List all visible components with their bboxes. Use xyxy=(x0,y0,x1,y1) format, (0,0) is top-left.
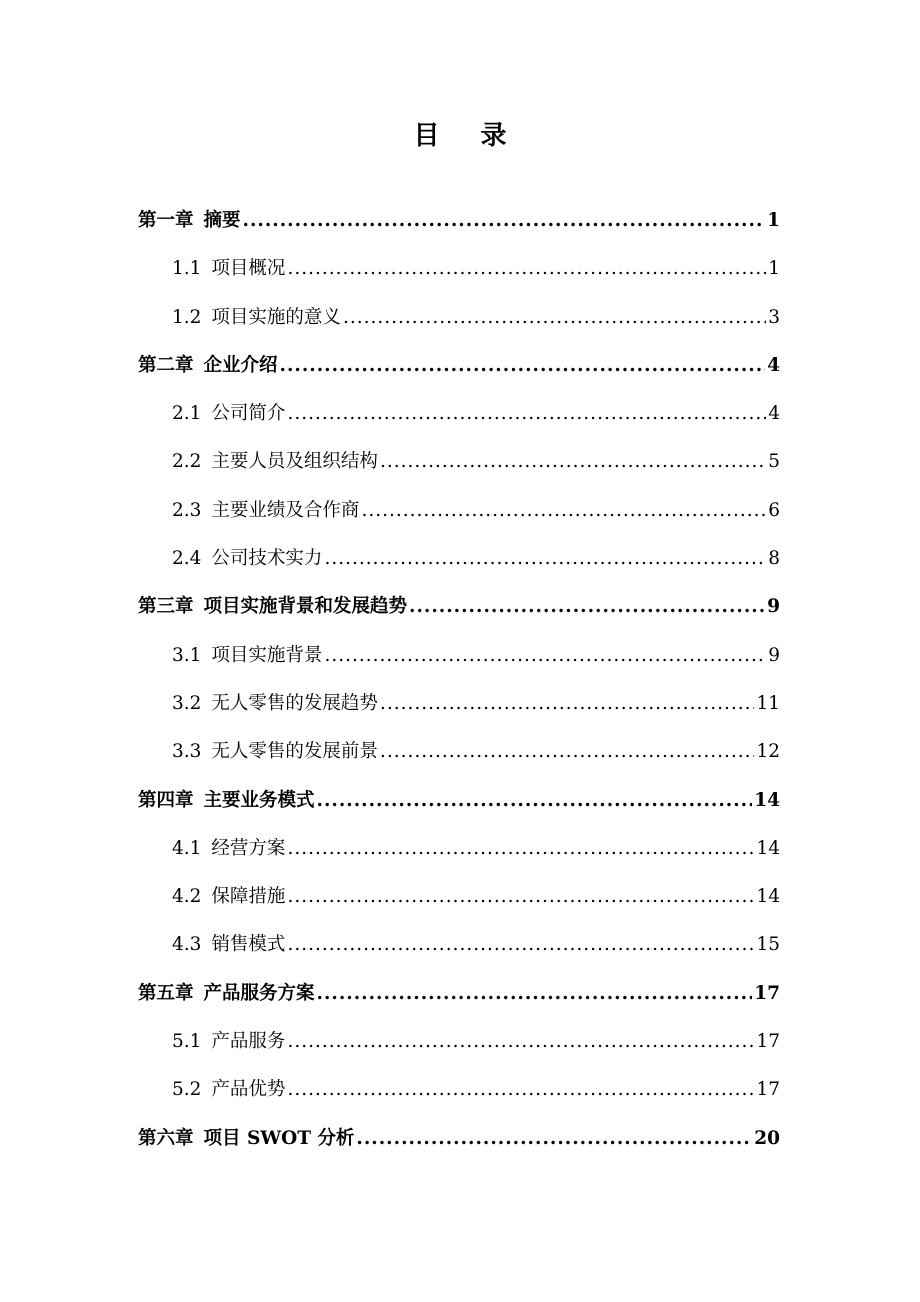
toc-section-entry[interactable] xyxy=(138,921,780,969)
toc-entry-label xyxy=(172,680,378,728)
toc-section-entry[interactable] xyxy=(138,535,780,583)
dot-leader xyxy=(287,825,754,873)
toc-section-entry[interactable] xyxy=(138,1066,780,1114)
toc-entry-number: 2.1 xyxy=(172,403,202,425)
toc-entry-label xyxy=(172,728,378,776)
toc-entry-title: 项目概况 xyxy=(211,258,286,280)
dot-leader xyxy=(280,342,766,390)
toc-entry-number: 3.3 xyxy=(172,741,202,763)
toc-entry-label xyxy=(172,245,285,293)
toc-entry-label xyxy=(138,583,407,631)
toc-page-number: 3 xyxy=(768,306,780,328)
toc-entry-number: 2.3 xyxy=(172,499,202,521)
toc-chapter-entry[interactable] xyxy=(138,1115,780,1163)
dot-leader xyxy=(287,390,766,438)
toc-section-entry[interactable] xyxy=(138,632,780,680)
toc-entry-title: 企业介绍 xyxy=(203,354,278,376)
toc-section-entry[interactable] xyxy=(138,873,780,921)
toc-entry-label xyxy=(172,535,322,583)
toc-section-entry[interactable] xyxy=(138,680,780,728)
dot-leader xyxy=(380,728,755,776)
toc-chapter-entry[interactable] xyxy=(138,970,780,1018)
toc-entry-number: 2.4 xyxy=(172,548,202,570)
toc-entry-title: 产品优势 xyxy=(211,1079,286,1101)
toc-entry-title: 产品服务方案 xyxy=(203,982,315,1004)
page-title: 目 录 xyxy=(413,121,523,151)
toc-entry-title: 无人零售的发展前景 xyxy=(211,741,378,763)
toc-page-number: 14 xyxy=(754,789,780,811)
toc-entry-number: 第四章 xyxy=(138,789,194,811)
toc-page-number: 15 xyxy=(756,934,780,956)
toc-page-number: 9 xyxy=(767,596,780,618)
toc-entry-number: 4.2 xyxy=(172,886,202,908)
dot-leader xyxy=(409,583,765,631)
toc-entry-title: 产品服务 xyxy=(211,1031,286,1053)
toc-page-number: 1 xyxy=(768,258,780,280)
dot-leader xyxy=(287,921,754,969)
toc-entry-number: 1.2 xyxy=(172,306,202,328)
toc-entry-number: 第五章 xyxy=(138,982,194,1004)
toc-entry-title: 公司技术实力 xyxy=(211,548,323,570)
toc-entry-label xyxy=(172,1018,285,1066)
toc-page-number: 4 xyxy=(768,403,780,425)
toc-entry-title: 无人零售的发展趋势 xyxy=(211,692,378,714)
toc-page-number: 17 xyxy=(756,1031,780,1053)
toc-entry-label xyxy=(172,294,341,342)
toc-entry-label xyxy=(172,632,322,680)
toc-section-entry[interactable] xyxy=(138,487,780,535)
toc-page-number: 14 xyxy=(756,886,780,908)
dot-leader xyxy=(243,197,766,245)
dot-leader xyxy=(343,294,766,342)
dot-leader xyxy=(287,1018,754,1066)
toc-entry-label xyxy=(172,921,285,969)
toc-section-entry[interactable] xyxy=(138,390,780,438)
toc-entry-title: 主要业务模式 xyxy=(203,789,315,811)
toc-entry-title: 经营方案 xyxy=(211,837,286,859)
toc-entry-number: 3.1 xyxy=(172,644,202,666)
dot-leader xyxy=(317,970,753,1018)
toc-entry-label xyxy=(172,487,359,535)
toc-entry-number: 5.1 xyxy=(172,1031,202,1053)
toc-entry-label xyxy=(172,390,285,438)
toc-page-number: 17 xyxy=(756,1079,780,1101)
toc-entry-title: 项目实施背景 xyxy=(211,644,323,666)
toc-entry-label xyxy=(172,825,285,873)
toc-entry-number: 第一章 xyxy=(138,210,194,231)
toc-page-number: 14 xyxy=(756,837,780,859)
dot-leader xyxy=(317,777,753,825)
toc-entry-number: 4.1 xyxy=(172,837,202,859)
toc-entry-label xyxy=(138,342,278,390)
toc-section-entry[interactable] xyxy=(138,825,780,873)
toc-entry-number: 2.2 xyxy=(172,451,202,473)
toc-entry-title: 项目实施的意义 xyxy=(211,306,341,328)
toc-entry-title: 销售模式 xyxy=(211,934,286,956)
toc-entry-label xyxy=(172,1066,285,1114)
toc-entry-label xyxy=(172,438,378,486)
toc-entry-number: 1.1 xyxy=(172,258,202,280)
toc-page-number: 8 xyxy=(768,548,780,570)
toc-chapter-entry[interactable] xyxy=(138,342,780,390)
toc-page-number: 1 xyxy=(767,210,780,231)
toc-entry-title: 项目实施背景和发展趋势 xyxy=(203,596,408,618)
toc-entry-label xyxy=(138,970,315,1018)
toc-entry-title: 保障措施 xyxy=(211,886,286,908)
toc-page-number: 12 xyxy=(756,741,780,763)
toc-entry-number: 第三章 xyxy=(138,596,194,618)
dot-leader xyxy=(324,535,766,583)
toc-entry-number: 3.2 xyxy=(172,692,202,714)
toc-page-number: 4 xyxy=(767,354,780,376)
toc-section-entry[interactable] xyxy=(138,245,780,293)
table-of-contents xyxy=(138,197,780,1163)
dot-leader xyxy=(361,487,766,535)
toc-entry-number: 第六章 xyxy=(138,1127,194,1149)
toc-entry-label xyxy=(138,777,315,825)
toc-entry-label xyxy=(138,1115,354,1163)
toc-entry-title: 主要业绩及合作商 xyxy=(211,499,360,521)
toc-chapter-entry[interactable] xyxy=(138,197,780,245)
toc-page-number: 17 xyxy=(754,982,780,1004)
toc-page-number: 6 xyxy=(768,499,780,521)
toc-entry-number: 第二章 xyxy=(138,354,194,376)
toc-section-entry[interactable] xyxy=(138,1018,780,1066)
toc-page-number: 9 xyxy=(768,644,780,666)
dot-leader xyxy=(356,1115,752,1163)
toc-page-number: 5 xyxy=(768,451,780,473)
toc-entry-label xyxy=(138,197,241,245)
dot-leader xyxy=(287,1066,754,1114)
toc-chapter-entry[interactable] xyxy=(138,777,780,825)
dot-leader xyxy=(380,680,755,728)
toc-section-entry[interactable] xyxy=(138,438,780,486)
toc-entry-number: 5.2 xyxy=(172,1079,202,1101)
dot-leader xyxy=(287,245,766,293)
toc-entry-number: 4.3 xyxy=(172,934,202,956)
toc-entry-title: 公司简介 xyxy=(211,403,286,425)
dot-leader xyxy=(324,632,766,680)
dot-leader xyxy=(380,438,766,486)
toc-page-number: 11 xyxy=(756,692,780,714)
toc-section-entry[interactable] xyxy=(138,294,780,342)
toc-chapter-entry[interactable] xyxy=(138,583,780,631)
toc-page-number: 20 xyxy=(754,1127,780,1149)
dot-leader xyxy=(287,873,754,921)
toc-entry-label xyxy=(172,873,285,921)
toc-entry-title: 项目 SWOT 分析 xyxy=(203,1127,355,1149)
toc-entry-title: 摘要 xyxy=(203,210,241,231)
toc-entry-title: 主要人员及组织结构 xyxy=(211,451,378,473)
toc-section-entry[interactable] xyxy=(138,728,780,776)
